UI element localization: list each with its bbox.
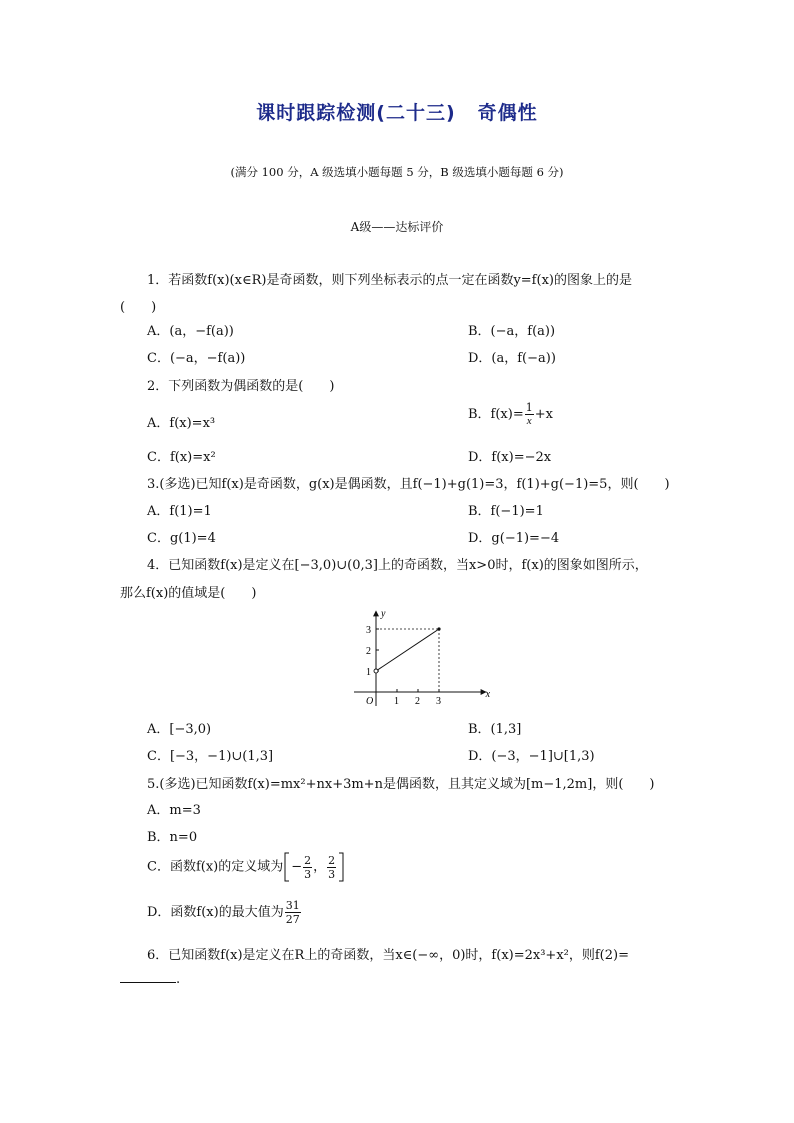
y-axis-arrow-icon: [373, 610, 379, 616]
q5-option-d: [147, 900, 302, 925]
q2-option-b-prefix: B．f(x)=: [468, 407, 524, 422]
q2-option-a: A．f(x)=x³: [147, 416, 216, 431]
y-tick-label-1: 1: [366, 667, 371, 678]
q4-option-b: B．(1,3]: [468, 722, 522, 737]
q4-option-d: D．(−3，−1]∪[1,3): [468, 749, 595, 764]
y-tick-label-3: 3: [366, 625, 371, 636]
fraction-numerator: 2: [304, 853, 312, 867]
q2-option-b-suffix: +x: [534, 407, 553, 422]
q3-option-a: A．f(1)=1: [147, 504, 212, 519]
q3-stem: 3.(多选)已知f(x)是奇函数，g(x)是偶函数，且f(−1)+g(1)=3，f(1)+g(−1)=5，则( ): [147, 477, 670, 492]
title-main: 课时跟踪检测(二十三): [256, 102, 456, 124]
section-a-heading: A级——达标评价: [350, 220, 444, 234]
q5-option-d-prefix: D．函数f(x)的最大值为: [147, 905, 284, 920]
fraction-numerator: 31: [285, 899, 300, 912]
fraction-numerator: 1: [525, 401, 533, 414]
q4-option-c: C．[−3，−1)∪(1,3]: [147, 749, 274, 764]
fraction-denominator: 27: [285, 913, 300, 926]
q1-stem: 1．若函数f(x)(x∈R)是奇函数，则下列坐标表示的点一定在函数y=f(x)的图象上的是: [147, 273, 632, 288]
left-bracket-icon: [283, 852, 291, 882]
x-tick-label-3: 3: [436, 696, 441, 707]
x-axis-label: x: [485, 689, 491, 700]
q2-option-d: D．f(x)=−2x: [468, 450, 552, 465]
q1-paren: ( ): [120, 300, 157, 315]
title-topic: 奇偶性: [477, 102, 538, 124]
q2-option-b-fraction: [525, 402, 534, 427]
q5-option-a: A．m=3: [147, 803, 201, 818]
q4-stem: 4．已知函数f(x)是定义在[−3,0)∪(0,3]上的奇函数，当x>0时，f(x)的图象如图所示，: [147, 558, 648, 573]
q1-option-c: C．(−a，−f(a)): [147, 351, 246, 366]
q5-option-c-fraction-1: [303, 855, 312, 880]
q4-option-a: A．[−3,0): [147, 722, 212, 737]
closed-endpoint: [437, 627, 440, 630]
y-tick-label-2: 2: [366, 646, 371, 657]
q4-graph: [340, 602, 491, 710]
q5-stem: 5.(多选)已知函数f(x)=mx²+nx+3m+n是偶函数，且其定义域为[m−1,2m]，则( ): [147, 777, 655, 792]
q6-stem: 6．已知函数f(x)是定义在R上的奇函数，当x∈(−∞，0)时，f(x)=2x³+x²，则f(2)=: [147, 948, 629, 963]
x-tick-label-1: 1: [394, 696, 399, 707]
function-segment: [376, 629, 439, 671]
q5-option-b: B．n=0: [147, 830, 198, 845]
q5-option-c-prefix: C．函数f(x)的定义域为: [147, 859, 284, 875]
q2-option-b: [468, 402, 553, 427]
fraction-denominator: 3: [328, 867, 336, 881]
q4-stem-line2: 那么f(x)的值域是( ): [120, 586, 257, 601]
page-title: [0, 98, 794, 125]
fraction-denominator: x: [526, 415, 532, 427]
fraction-denominator: 3: [304, 867, 312, 881]
open-endpoint: [374, 669, 378, 673]
right-bracket-icon: [337, 852, 345, 882]
q3-option-c: C．g(1)=4: [147, 531, 216, 546]
fraction-numerator: 2: [328, 853, 336, 867]
score-note: (满分 100 分，A 级选填小题每题 5 分，B 级选填小题每题 6 分): [230, 165, 564, 179]
q1-option-d: D．(a，f(−a)): [468, 351, 556, 366]
q2-stem: 2．下列函数为偶函数的是( ): [147, 379, 335, 394]
origin-label: O: [366, 696, 374, 707]
q2-option-c: C．f(x)=x²: [147, 450, 216, 465]
q1-option-b: B．(−a，f(a)): [468, 324, 556, 339]
q3-option-d: D．g(−1)=−4: [468, 531, 560, 546]
q3-option-b: B．f(−1)=1: [468, 504, 544, 519]
q5-option-d-fraction: [285, 900, 301, 925]
y-axis-label: y: [381, 608, 386, 620]
q6-answer-blank: .: [120, 972, 180, 987]
q1-option-a: A．(a，−f(a)): [147, 324, 234, 339]
x-tick-label-2: 2: [415, 696, 420, 707]
q5-option-c: C．函数f(x)的定义域为 − $\frac{2}{3}$ ， $\frac{2}{3}$: [147, 852, 345, 882]
q5-option-c-fraction-2: [327, 855, 336, 880]
